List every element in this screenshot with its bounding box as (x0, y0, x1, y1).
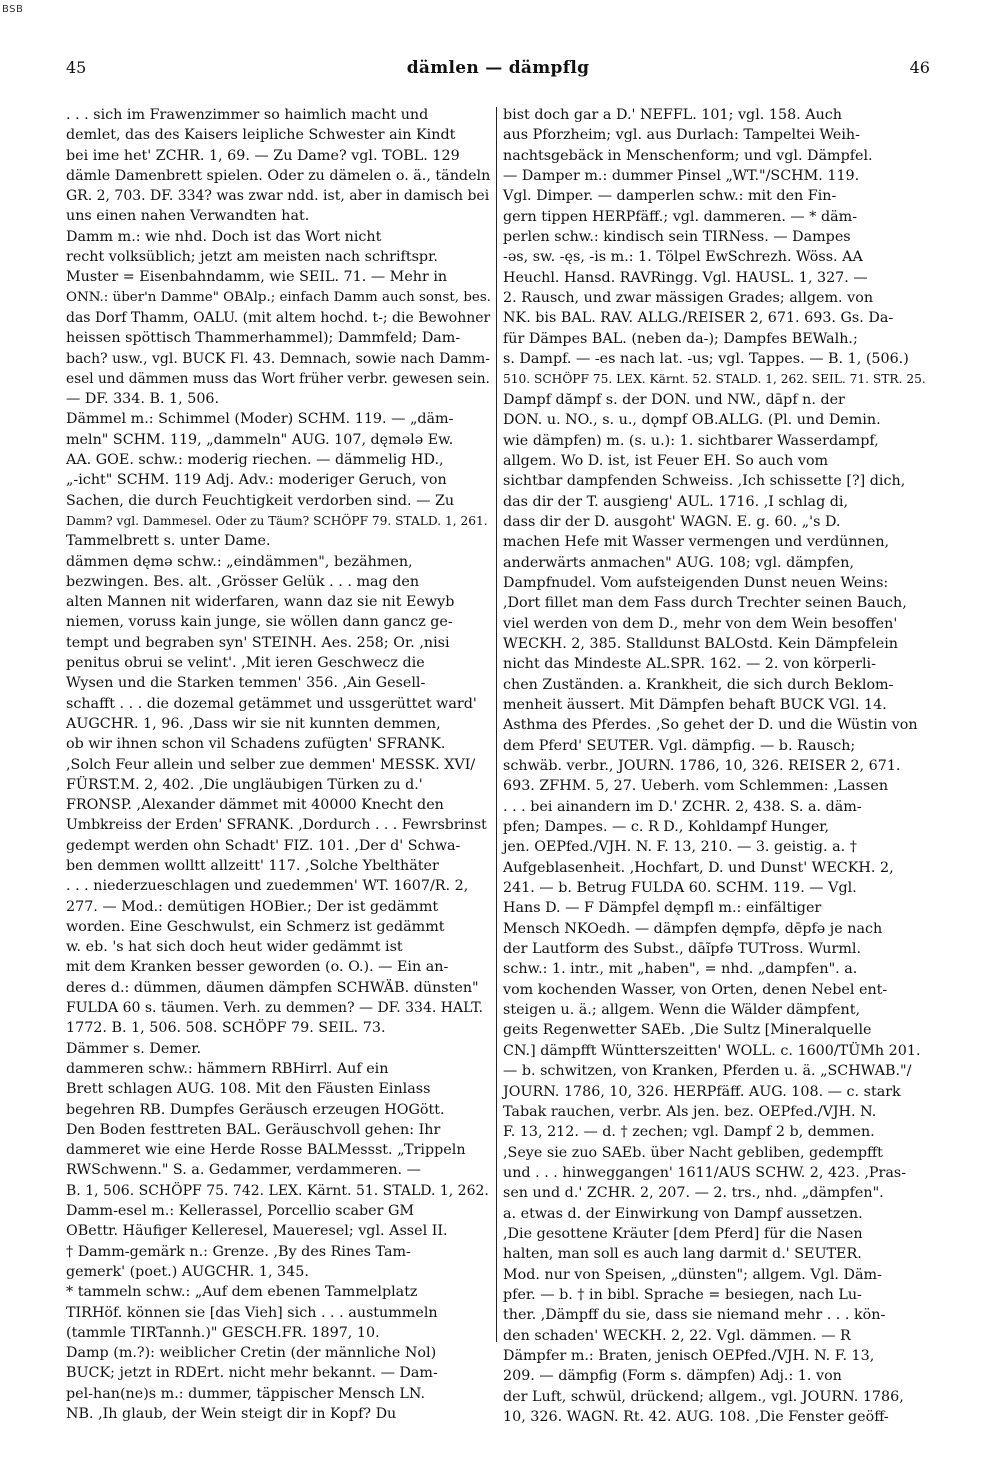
text-line: GR. 2, 703. DF. 334? was zwar ndd. ist, aber in damisch bei (66, 188, 490, 205)
text-line: Muster = Eisenbahndamm, wie SEIL. 71. — Mehr in (66, 269, 448, 286)
text-line: BUCK; jetzt in RDErt. nicht mehr bekannt. — Dam- (66, 1365, 438, 1382)
text-line: Dampfnudel. Vom aufsteigenden Dunst neuen Weins: (503, 574, 889, 591)
text-line: ben demmen wolltt allzeitt' 117. ,Solche Ybelthäter (66, 857, 439, 874)
text-line: steigen u. ä.; allgem. Wenn die Wälder dämpfent, (503, 1002, 860, 1019)
text-line: — b. schwitzen, von Kranken, Pferden u. ä. „SCHWAB."/ (503, 1063, 912, 1080)
text-line: 10, 326. WAGN. Rt. 42. AUG. 108. ,Die Fenster geöff- (503, 1409, 889, 1425)
text-line: ,Solch Feur allein und selber zue demmen' MESSK. XVI/ (66, 756, 476, 773)
text-line: menheit äussert. Mit Dämpfen behaft BUCK VGl. 14. (503, 696, 887, 713)
text-line: vom kochenden Wasser, von Orten, denen Nebel ent- (503, 981, 888, 998)
text-line: recht volksüblich; jetzt am meisten nach schriftspr. (66, 249, 438, 266)
text-line: der Lautform des Subst., dāĩpfə TUTross. Wurml. (503, 941, 862, 958)
text-line: heissen spöttisch Thammerhammel); Dammfeld; Dam- (66, 330, 461, 347)
text-line: 209. — dämpfig (Form s. dämpfen) Adj.: 1. von (503, 1368, 842, 1385)
text-line: Damm? vgl. Dammesel. Oder zu Täum? SCHÖPF 79. STALD. 1, 261. (66, 513, 488, 528)
text-line: Vgl. Dimper. — damperlen schw.: mit den Fin- (503, 188, 837, 205)
text-line: Mensch NKOedh. — dämpfen dęmpfə, dēpfə je nach (503, 920, 883, 937)
text-line: dass dir der D. ausgoht' WAGN. E. g. 60. „'s D. (503, 513, 841, 530)
text-line: Mod. nur von Speisen, „dünsten"; allgem. Vgl. Däm- (503, 1266, 882, 1283)
page-number-right: 46 (909, 58, 930, 77)
text-line: dämle Damenbrett spielen. Oder zu dämelen o. ä., tändeln (66, 167, 491, 184)
text-line: 1772. B. 1, 506. 508. SCHÖPF 79. SEIL. 73. (66, 1020, 386, 1037)
text-line: CN.] dämpfft Wüntterszeitten' WOLL. c. 1600/TÜMh 201. (503, 1042, 921, 1059)
text-line: tempt und begraben syn' STEINH. Aes. 258; Or. ,nisi (66, 634, 450, 651)
text-line: niemen, voruss kain junge, sie wöllen dann gancz ge- (66, 614, 453, 631)
text-line: w. eb. 's hat sich doch heut wider gedämmt ist (66, 939, 403, 956)
text-line: esel und dämmen muss das Wort früher verbr. gewesen sein. (66, 370, 490, 387)
text-line: halten, man soll es auch lang darmit d.' SEUTER. (503, 1246, 862, 1263)
text-line: Umbkreiss der Erden' SFRANK. ,Dordurch . . . Fewrsbrinst (66, 817, 487, 834)
text-line: ,Seye sie zuo SAEb. über Nacht gebliben, gedempfft (503, 1144, 883, 1161)
text-line: Tabak rauchen, verbr. Als jen. bez. OEPfed./VJH. N. (503, 1103, 877, 1120)
text-line: a. etwas d. der Einwirkung von Dampf aussetzen. (503, 1205, 863, 1222)
text-line: B. 1, 506. SCHÖPF 75. 742. LEX. Kärnt. 51. STALD. 1, 262. (66, 1182, 489, 1199)
text-line: den schaden' WECKH. 2, 22. Vgl. dämmen. — R (503, 1327, 851, 1344)
text-line: dammeren schw.: hämmern RBHirrl. Auf ein (66, 1060, 389, 1077)
text-line: 510. SCHÖPF 75. LEX. Kärnt. 52. STALD. 1, 262. SEIL. 71. STR. 25. (503, 372, 926, 387)
text-line: F. 13, 212. — d. † zechen; vgl. Dampf 2 b, demmen. (503, 1124, 875, 1141)
text-line: -əs, sw. -ęs, -is m.: 1. Tölpel EwSchrezh. Wöss. AA (503, 249, 863, 266)
text-line: FULDA 60 s. täumen. Verh. zu demmen? — DF. 334. HALT. (66, 1000, 483, 1017)
library-stamp: BSB (2, 4, 24, 15)
text-line: 2. Rausch, und zwar mässigen Grades; allgem. von (503, 290, 874, 307)
text-line: Aufgeblasenheit. ,Hochfart, D. und Dunst' WECKH. 2, (503, 859, 894, 876)
text-line: NB. ,Ih glaub, der Wein steigt dir in Kopf? Du (66, 1406, 397, 1422)
text-line: Damm-esel m.: Kellerassel, Porcellio scaber GM (66, 1203, 415, 1220)
text-line: pfen; Dampes. — c. R D., Kohldampf Hunger, (503, 819, 830, 836)
text-line: JOURN. 1786, 10, 326. HERPfäff. AUG. 108. — c. stark (503, 1083, 901, 1100)
text-line: Damp (m.?): weiblicher Cretin (der männliche Nol) (66, 1345, 437, 1362)
text-line: ,Dort fillet man dem Fass durch Trechter seinen Bauch, (503, 595, 907, 612)
text-line: AA. GOE. schw.: moderig riechen. — dämmelig HD., (66, 452, 444, 469)
text-line: nicht das Mindeste AL.SPR. 162. — 2. von körperli- (503, 656, 876, 673)
text-line: TIRHöf. können sie [das Vieh] sich . . . austummeln (66, 1304, 438, 1321)
text-line: gedempt werden ohn Schadt' FIZ. 101. ,Der d' Schwa- (66, 837, 461, 854)
text-line: (tammle TIRTannh.)" GESCH.FR. 1897, 10. (66, 1324, 380, 1341)
text-line: Dampf dămpf s. der DON. und NW., dāpf n. der (503, 391, 845, 408)
text-line: worden. Eine Geschwulst, ein Schmerz ist gedämmt (66, 918, 445, 935)
text-line: AUGCHR. 1, 96. ,Dass wir sie nit kunnten demmen, (66, 715, 441, 732)
column-divider (496, 107, 499, 1342)
text-line: allgem. Wo D. ist, ist Feuer EH. So auch vom (503, 452, 829, 469)
text-line: schafft . . . die dozemal getämmet und ussgerüttet ward' (66, 695, 477, 712)
text-line: dammeret wie eine Herde Rosse BALMessst. „Trippeln (66, 1142, 466, 1159)
text-line: pel-han(ne)s m.: dummer, täppischer Mensch LN. (66, 1385, 425, 1402)
text-line: begehren RB. Dumpfes Geräusch erzeugen HOGött. (66, 1101, 445, 1118)
text-line: alten Mannen nit widerfaren, wann daz sie nit Eewyb (66, 594, 455, 611)
text-line: . . . bei ainandern im D.' ZCHR. 2, 438. S. a. däm- (503, 798, 862, 815)
page-number-left: 45 (66, 58, 87, 77)
text-line: aus Pforzheim; vgl. aus Durlach: Tampeltei Weih- (503, 127, 860, 144)
text-line: mit dem Kranken besser geworden (o. O.). — Ein an- (66, 959, 449, 976)
text-line: sen und d.' ZCHR. 2, 207. — 2. trs., nhd. „dämpfen". (503, 1185, 884, 1202)
text-line: schw.: 1. intr., mit „haben", = nhd. „dampfen". a. (503, 961, 858, 978)
text-line: ob wir ihnen schon vil Schadens zufügten' SFRANK. (66, 736, 446, 753)
text-line: Heuchl. Hansd. RAVRingg. Vgl. HAUSL. 1, 327. — (503, 269, 868, 286)
text-line: WECKH. 2, 385. Stalldunst BALOstd. Kein Dämpfelein (503, 635, 898, 652)
text-line: 241. — b. Betrug FULDA 60. SCHM. 119. — Vgl. (503, 880, 857, 897)
text-line: gern tippen HERPfäff.; vgl. dammeren. — * däm- (503, 208, 858, 225)
text-line: s. Dampf. — -es nach lat. -us; vgl. Tappes. — B. 1, (506.) (503, 351, 909, 368)
text-line: und . . . hinweggangen' 1611/AUS SCHW. 2, 423. ,Pras- (503, 1164, 907, 1181)
left-column (66, 105, 491, 1422)
text-line: bist doch gar a D.' NEFFL. 101; vgl. 158. Auch (503, 107, 842, 123)
text-line: . . . niederzueschlagen und zuedemmen' WT. 1607/R. 2, (66, 878, 469, 895)
text-line: ther. ,Dämpff du sie, dass sie niemand mehr . . . kön- (503, 1307, 886, 1324)
text-line: Dämpfer m.: Braten, jenisch OEPfed./VJH. N. F. 13, (503, 1347, 875, 1364)
text-line: nachtsgebäck in Menschenform; und vgl. Dämpfel. (503, 147, 873, 164)
page-header (66, 58, 930, 92)
text-line: dämmen dęmə schw.: „eindämmen", bezähmen, (66, 553, 413, 570)
text-line: demlet, das des Kaisers leipliche Schwester ain Kindt (66, 127, 456, 144)
text-line: Dämmel m.: Schimmel (Moder) SCHM. 119. — „däm- (66, 411, 454, 428)
text-line: ONN.: über'n Damme" OBAlp.; einfach Damm auch sonst, bes. (66, 289, 491, 305)
text-line: OBettr. Häufiger Kelleresel, Maueresel; vgl. Assel II. (66, 1223, 448, 1240)
text-line: Hans D. — F Dämpfel dęmpfl m.: einfältiger (503, 900, 822, 917)
text-line: — DF. 334. B. 1, 506. (66, 391, 220, 408)
text-line: bach? usw., vgl. BUCK Fl. 43. Demnach, sowie nach Damm- (66, 350, 490, 367)
text-line: das Dorf Thamm, OALU. (mit altem hochd. t-; die Bewohner (66, 309, 491, 326)
text-line: FÜRST.M. 2, 402. ,Die ungläubigen Türken zu d.' (66, 776, 423, 793)
text-columns (66, 105, 928, 1425)
text-line: † Damm-gemärk n.: Grenze. ,By des Rines Tam- (66, 1243, 411, 1260)
text-line: 693. ZFHM. 5, 27. Ueberh. vom Schlemmen: ,Lassen (503, 778, 889, 795)
text-line: DON. u. NO., s. u., dǫmpf OB.ALLG. (Pl. und Demin. (503, 412, 881, 429)
text-line: wie dämpfen) m. (s. u.): 1. sichtbarer Wasserdampf, (503, 432, 879, 449)
text-line: geits Regenwetter SAEb. ,Die Sultz [Mineralquelle (503, 1022, 872, 1039)
text-line: schwäb. verbr., JOURN. 1786, 10, 326. REISER 2, 671. (503, 758, 901, 774)
text-line: anderwärts anmachen" AUG. 108; vgl. dämpfen, (503, 554, 855, 571)
text-line: viel werden von dem D., mehr von dem Wein besoffen' (503, 615, 898, 632)
text-line: perlen schw.: kindisch sein TIRNess. — Dampes (503, 229, 851, 246)
text-line: FRONSP. ,Alexander dämmet mit 40000 Knecht den (66, 797, 444, 814)
text-line: penitus obrui se velint'. ,Mit ieren Geschwecz die (66, 655, 425, 672)
text-line: Asthma des Pferdes. ,So gehet der D. und die Wüstin von (503, 717, 918, 734)
text-line: jen. OEPfed./VJH. N. F. 13, 210. — 3. geistig. a. † (503, 839, 857, 856)
text-line: RWSchwenn." S. a. Gedammer, verdammeren. — (66, 1162, 421, 1179)
text-line: bei ime het' ZCHR. 1, 69. — Zu Dame? vgl. TOBL. 129 (66, 147, 460, 164)
text-line: deres d.: dümmen, däumen dämpfen SCHWÄB. dünsten" (66, 979, 479, 996)
text-line: Damm m.: wie nhd. Doch ist das Wort nicht (66, 228, 382, 245)
text-line: chen Zuständen. a. Krankheit, die sich durch Beklom- (503, 676, 894, 693)
text-line: das dir der T. ausgieng' AUL. 1716. ,I schlag di, (503, 493, 849, 510)
text-line: . . . sich im Frawenzimmer so haimlich macht und (66, 107, 429, 123)
text-line: meln" SCHM. 119, „dammeln" AUG. 107, dęmələ Ew. (66, 431, 454, 448)
text-line: Brett schlagen AUG. 108. Mit den Fäusten Einlass (66, 1081, 431, 1098)
text-line: machen Hefe mit Wasser vermengen und verdünnen, (503, 534, 890, 551)
text-line: * tammeln schw.: „Auf dem ebenen Tammelplatz (66, 1284, 418, 1301)
text-line: der Luft, schwül, drückend; allgem., vgl. JOURN. 1786, (503, 1388, 904, 1405)
text-line: 277. — Mod.: demütigen HOBier.; Der ist gedämmt (66, 898, 439, 915)
text-line: gemerk' (poet.) AUGCHR. 1, 345. (66, 1263, 309, 1280)
text-line: ,Die gesottene Kräuter [dem Pferd] für die Nasen (503, 1225, 863, 1242)
text-line: dem Pferd' SEUTER. Vgl. dämpfig. — b. Rausch; (503, 737, 856, 754)
text-line: sichtbar dampfenden Schweiss. ,Ich schissette [?] dich, (503, 473, 906, 490)
text-line: pfer. — b. † in bibl. Sprache = besiegen, nach Lu- (503, 1286, 862, 1303)
text-line: für Dämpes BAL. (neben da-); Dampfes BEWalh.; (503, 330, 858, 347)
text-line: Dämmer s. Demer. (66, 1040, 202, 1057)
text-line: NK. bis BAL. RAV. ALLG./REISER 2, 671. 693. Gs. Da- (503, 310, 894, 327)
page-title: dämlen — dämpflg (406, 58, 590, 78)
text-line: bezwingen. Bes. alt. ,Grösser Gelük . . . mag den (66, 573, 420, 590)
text-line: Tammelbrett s. unter Dame. (66, 533, 271, 550)
right-column (503, 105, 928, 1425)
text-line: uns einen nahen Verwandten hat. (66, 208, 310, 225)
text-line: Sachen, die durch Feuchtigkeit verdorben sind. — Zu (66, 492, 455, 509)
text-line: Wysen und die Starken temmen' 356. ,Ain Gesell- (66, 675, 426, 692)
text-line: — Damper m.: dummer Pinsel „WT."/SCHM. 119. (503, 168, 860, 185)
text-line: Den Boden festtreten BAL. Geräuschvoll gehen: Ihr (66, 1121, 441, 1138)
text-line: „-icht" SCHM. 119 Adj. Adv.: moderiger Geruch, von (66, 472, 447, 489)
